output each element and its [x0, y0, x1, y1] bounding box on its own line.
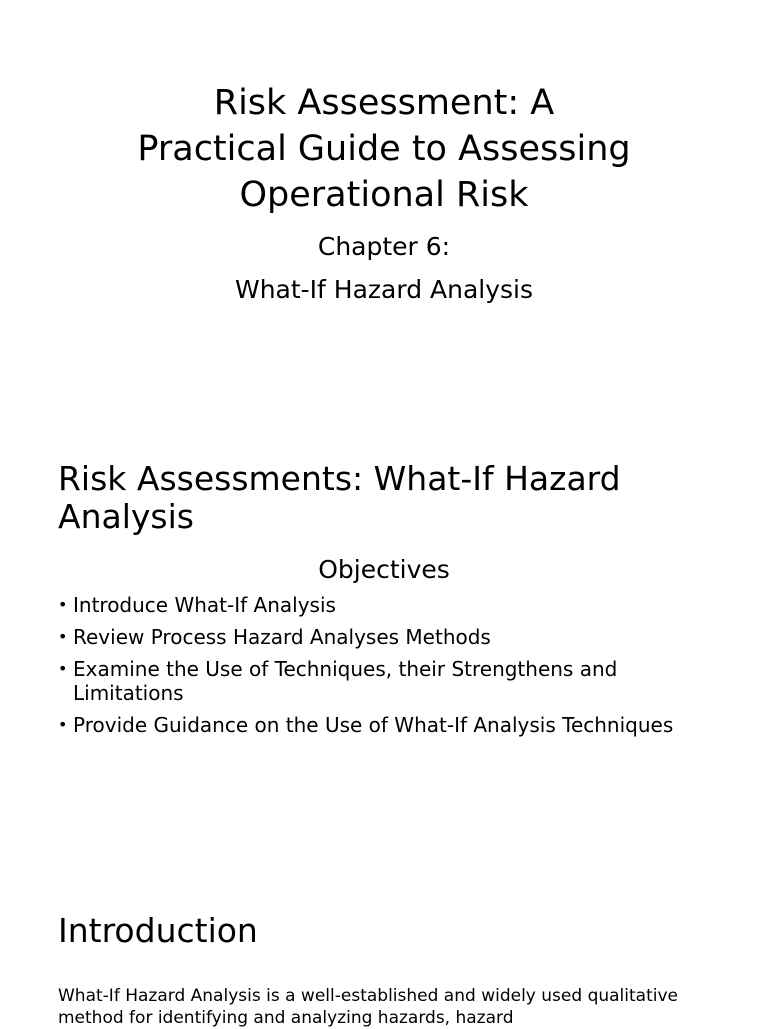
bullet-icon: • — [58, 659, 68, 678]
list-item — [58, 625, 718, 649]
bullet-icon: • — [58, 715, 68, 734]
chapter-number: Chapter 6: — [317, 232, 451, 261]
bullet-icon: • — [58, 627, 68, 646]
section-title: Risk Assessments: What-If Hazard Analysis — [58, 459, 621, 536]
chapter-title: What-If Hazard Analysis — [234, 275, 534, 304]
list-item-text: Provide Guidance on the Use of What-If Analysis Techniques — [73, 713, 674, 737]
slide-title-line: Practical Guide to Assessing — [137, 129, 631, 169]
objectives-list — [58, 593, 718, 745]
slide-title-line: Operational Risk — [239, 175, 529, 215]
list-item — [58, 593, 718, 617]
slide-title-line: Risk Assessment: A — [213, 83, 555, 123]
list-item-text: Introduce What-If Analysis — [73, 593, 336, 617]
list-item — [58, 713, 718, 737]
list-item-text: Review Process Hazard Analyses Methods — [73, 625, 491, 649]
introduction-heading: Introduction — [58, 911, 258, 950]
list-item — [58, 657, 718, 705]
slide-title — [40, 80, 728, 218]
objectives-heading: Objectives — [318, 555, 450, 584]
list-item-text: Examine the Use of Techniques, their Strengthens and Limitations — [73, 657, 618, 705]
introduction-paragraph: What-If Hazard Analysis is a well-established and widely used qualitative method for identifying and analyzing hazards, hazard — [58, 986, 678, 1028]
bullet-icon: • — [58, 595, 68, 614]
